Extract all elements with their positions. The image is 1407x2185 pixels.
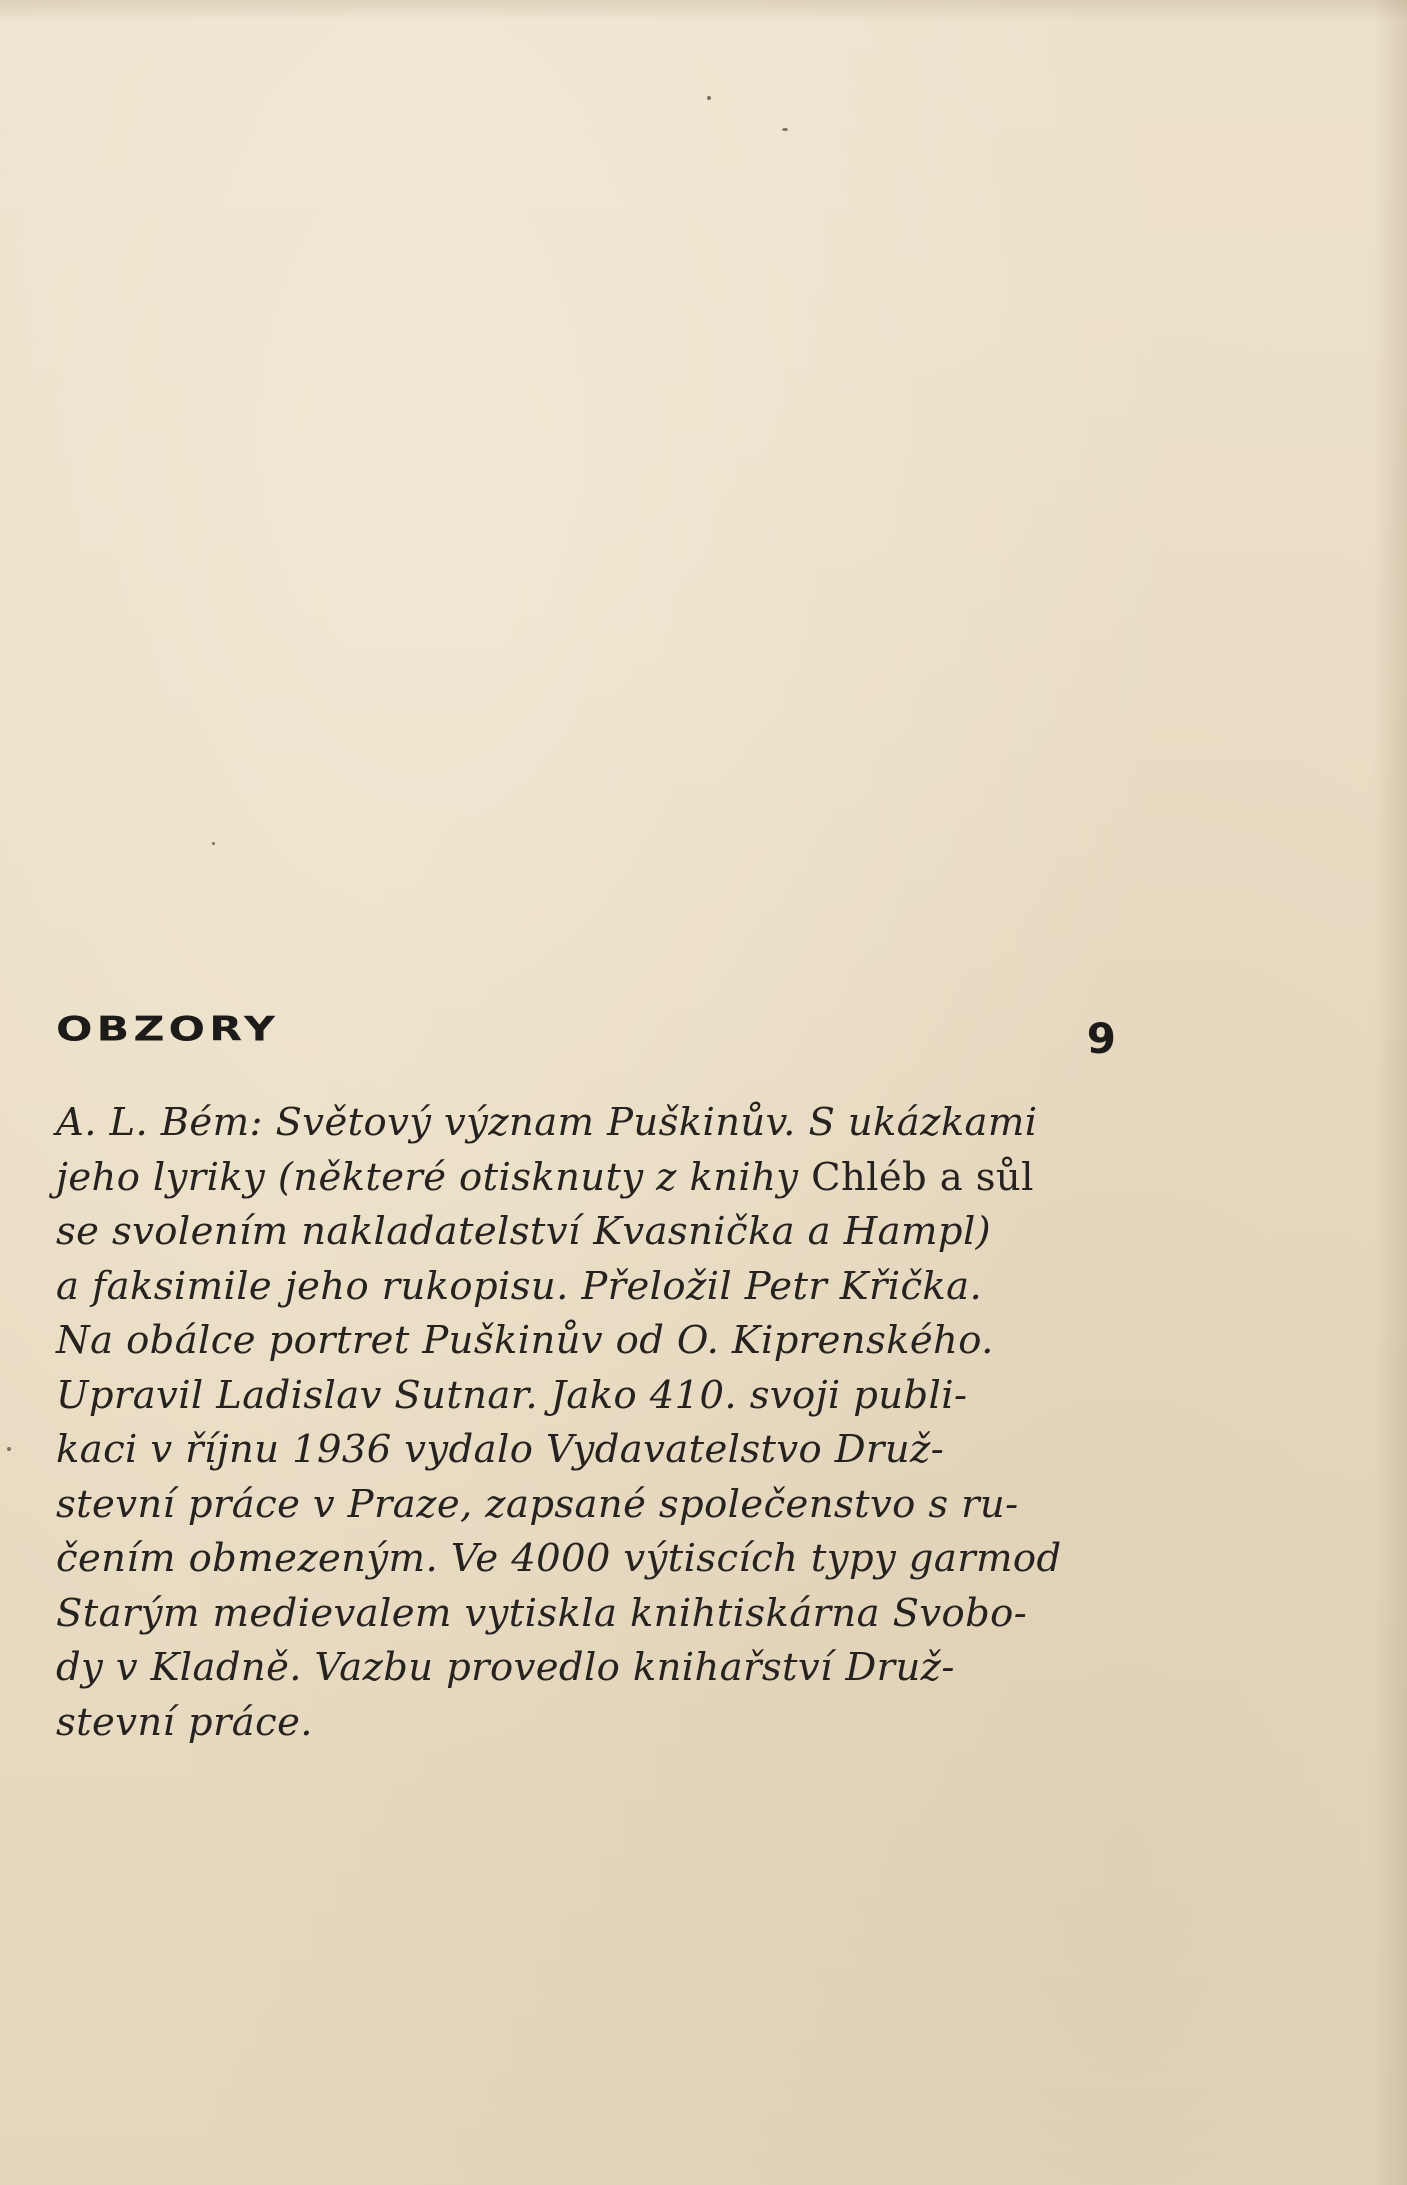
paper-speck (707, 96, 711, 100)
page-right-shadow (1373, 0, 1407, 2185)
series-title: OBZORY (56, 1010, 279, 1049)
colophon-line: Upravil Ladislav Sutnar. Jako 410. svoji publi- (56, 1372, 968, 1418)
colophon-line: A. L. Bém: Světový význam Puškinův. S ukázkami (56, 1100, 1038, 1145)
colophon-line: dy v Kladně. Vazbu provedlo knihařství Druž- (56, 1645, 955, 1690)
colophon-line: Na obálce portret Puškinův od O. Kiprenského. (56, 1318, 994, 1363)
colophon-line: se svolením nakladatelství Kvasnička a Hampl) (56, 1209, 992, 1254)
colophon-line: stevní práce. (56, 1699, 313, 1745)
colophon-line: kaci v říjnu 1936 vydalo Vydavatelstvo Druž- (56, 1427, 945, 1472)
colophon-line-text: jeho lyriky (některé otisknuty z knihy (56, 1154, 812, 1200)
colophon-line: a faksimile jeho rukopisu. Přeložil Petr Křička. (56, 1263, 983, 1309)
paper-speck (782, 128, 788, 131)
paper-speck (7, 1447, 11, 1451)
colophon-line: čením obmezeným. Ve 4000 výtiscích typy garmod (56, 1536, 1062, 1581)
colophon-text (56, 1096, 1136, 1750)
colophon-line (56, 1151, 1136, 1206)
series-header (56, 1010, 1116, 1066)
colophon-line: Starým medievalem vytiskla knihtiskárna Svobo- (56, 1590, 1028, 1636)
paper-speck (212, 842, 215, 845)
colophon-line: stevní práce v Praze, zapsané společenstvo s ru- (56, 1481, 1019, 1527)
series-number: 9 (1086, 1014, 1116, 1063)
page-top-shadow (0, 0, 1407, 22)
book-title: Chléb a sůl (811, 1154, 1034, 1200)
